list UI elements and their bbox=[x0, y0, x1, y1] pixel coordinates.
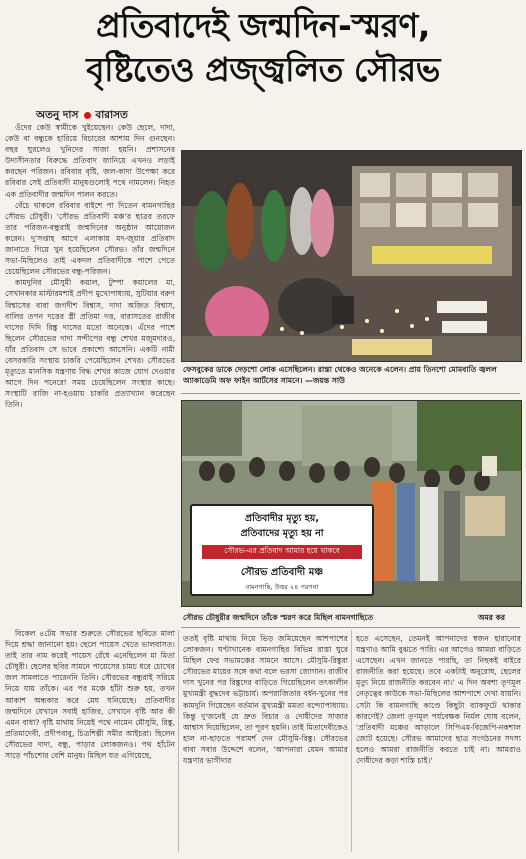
left-column-continued bbox=[5, 628, 175, 854]
right-paragraph: হতে এসেছেন, তেমনই আপনাদের স্বজন হারানোর যন্ত্রণাও আমি বুঝতে পারি। এর আগেও আমরা বাড়িতে এসেছেন। এখন জানতে পারছি, তা নিছকই বাইরে রাজনীতি করা হয়েছে। তবে একটাই অনুরোধ, ছেলের মৃত্যু নিয়ে রাজনীতি করবেন না।' এ দিন অবশ্য তৃণমূল নেতৃত্বের কাউকে সভা-মিছিলের আশপাশে দেখা যায়নি। সেটা কি বামনগাছি কাণ্ডে কিছুটা ব্যাকফুটে থাকার কারণেই? জেলা তৃণমূল পর্যবেক্ষক নির্মল ঘোষ বলেন, 'প্রতিবাদী মঞ্চের আড়ালে সিপিএম-বিজেপি-নকশাল জোট হয়েছে। সৌরভ আমাদের ছাত্র সংগঠনের সদস্য হলেও আমরা রাজনীতি করতে চাই না। আমরাও দোষীদের কড়া শাস্তি চাই।' bbox=[356, 634, 521, 766]
headline-line-2: বৃষ্টিতেও প্রজ্জ্বলিত সৌরভ bbox=[86, 50, 440, 89]
left-column bbox=[5, 122, 175, 626]
divider bbox=[181, 393, 520, 394]
left-paragraph: ওঁদের কেউ স্বামীকে খুইয়েছেন। কেউ ছেলে, দাদা, কেউ বা বন্ধুকে হারিয়ে বিচারের আশায় দিন গুনছেন। বছর ঘুরলেও খুনিদের সাজা হয়নি। প্রশাসনের উদাসীনতার বিরুদ্ধে প্রতিবাদ জানিয়ে এখনও লড়াই করছেন পরিজন। রবিবার বৃষ্টি, জল-কাদা উপেক্ষা করে রবিবার সেই প্রতিবাদী মানুষগুলোই পথে নামলেন। নিহত এক প্রতিবাদীর জন্মদিন পালন করতে। bbox=[5, 123, 175, 199]
photo1-credit: —জয়ন্ত সাউ bbox=[305, 376, 345, 385]
headline-line-1: প্রতিবাদেই জন্মদিন-স্মরণ, bbox=[96, 6, 430, 45]
photo-candle-vigil bbox=[181, 150, 522, 362]
left-paragraph: কামদুনির মৌসুমী কয়াল, টুম্পা কয়ালের মা, সেখানকার মাস্টারমশাই প্রদীপ মুখোপাধ্যায়, সুটিয়ার বরুণ বিশ্বাসের বাবা জগদীশ বিশ্বাস, দাদা অজিত বিশ্বাস, বালির তপন দত্তের স্ত্রী প্রতিমা দত্ত, বারাসতের রাজীব দাসের দিদি রিঙ্কু দাসের মতো অনেকে। এঁদের পাশে ছিলেন সৌরভের দাদা সন্দীপের বন্ধু শেখর মজুমদারও, যাঁর প্রতিবাদ সে ভাবে প্রকাশ্যে আসেনি। একটি নামী বেসরকারি সংস্থায় চাকরি পেয়েছিলেন শেখর। সৌরভের মৃত্যুতে মানসিক যন্ত্রণায় বিদ্ধ শেখর কাজে যোগ দেওয়ার আগে দিন পনেরো সময় চেয়েছিলেন সংস্থার কাছে। সংস্থাটি রাজি না-হওয়ায় চাকরি প্রত্যাখ্যান করেছেন তিনি। bbox=[5, 278, 175, 410]
right-column bbox=[356, 633, 521, 854]
byline-author: অতনু দাস bbox=[36, 109, 79, 121]
headline bbox=[6, 4, 520, 92]
column-divider bbox=[351, 630, 352, 852]
column-divider bbox=[178, 630, 179, 852]
middle-column bbox=[183, 633, 348, 854]
candle-vigil-illustration bbox=[182, 151, 521, 361]
banner-line-4: সৌরভ প্রতিবাদী মঞ্চ bbox=[240, 567, 324, 578]
photo1-caption bbox=[183, 364, 518, 388]
byline-dot-icon bbox=[84, 112, 91, 119]
photo-rally bbox=[181, 400, 522, 607]
banner-line-2: প্রতিবাদের মৃত্যু হয় না bbox=[240, 528, 324, 539]
banner-line-3: সৌরভ-এর প্রতিবাদ আমার হয়ে থাকবে bbox=[202, 545, 362, 559]
photo2-caption: সৌরভ চৌধুরীর জন্মদিনে তাঁকে স্মরণ করে মিছিল বামনগাছিতে bbox=[183, 613, 374, 622]
banner-line-5: বামনগাছি, উত্তর ২৪ পরগনা bbox=[245, 583, 319, 591]
byline-place: বারাসত bbox=[95, 109, 128, 121]
left-paragraph: বেঁচে থাকলে রবিবার বাইশে পা দিতেন বামনগাছির সৌরভ চৌধুরী। 'সৌরভ প্রতিবাদী মঞ্চ'র ছাত্রর তরফে তার পরিজন-বন্ধুরাই জন্মদিনের অনুষ্ঠান আয়োজন করেন। দু'সপ্তাহ আগে এলাকায় মদ-জুয়ার প্রতিবাদ জানাতে গিয়ে খুন হয়েছিলেন সৌরভ। তাঁর জন্মদিনে সভা-মিছিলেও তাই একদল প্রতিবাদীকে পাশে পেতে চেয়েছিলেন সৌরভের বন্ধু-পরিজন। bbox=[5, 200, 175, 277]
divider bbox=[181, 627, 520, 628]
left-paragraph: বিকেল ৪টেয় সভার শুরুতে সৌরভের ছবিতে মালা দিয়ে শ্রদ্ধা জানানো হয়। ছেলে পায়েস খেতে ভালবাসত। তাই তার নাম করেই পায়েস রেঁধে এনেছিলেন মা মিতা চৌধুরী। ছেলের ছবির সামনে পায়েসের চামচ ধরে চোখের জল সামলাতে পারেননি তিনি। সৌরভের বন্ধুরাই সরিয়ে নিয়ে যায় তাঁকে। এর পর মঞ্চে হাঁটা শুরু হয়, তখন আকাশ অন্ধকার করে মেঘ ঘনিয়েছে। প্রতিবাদীর জন্মদিনে যেখানে সবাই হাজির, সেখানে বৃষ্টি আর কী এমন বাধা? বৃষ্টি মাথায় নিয়েই পথে নামেন মৌসুমি, রিঙ্কু, প্রতিমাদেবী, প্রদীপবাবু, চিত্রশিল্পী সমীর আইচরা। ছিলেন সৌরভের দাদা, বন্ধু, পাড়ার লোকজনও। পথ হাঁটেন সাড়ে পাঁচশোর বেশি মানুষ। মিছিল যত এগিয়েছে, bbox=[5, 629, 175, 761]
banner-line-1: প্রতিবাদীর মৃত্যু হয়, bbox=[245, 513, 319, 524]
rally-banner bbox=[190, 504, 374, 596]
photo2-credit: অমর কর bbox=[478, 613, 506, 622]
middle-paragraph: ততই বৃষ্টি মাথায় নিয়ে ভিড় জমিয়েছেন আশপাশের লোকজন। ঘণ্টাখানেক বামনগাছির বিভিন্ন রাস্তা ঘুরে মিছিল ফের সভামঞ্চের সামনে আসে। মৌসুমি-রিঙ্কুরা সৌরভের মায়ের সঙ্গে কথা বলে ভরসা জোগান। রাজীব দাস খুনের পর রিঙ্কুদের বাড়িতে গিয়েছিলেন তৎকালীন মুখ্যমন্ত্রী বুদ্ধদেব ভট্টাচার্য। অপরাজিতার বর্ধন-খুনের পর কামদুনি গিয়েছেন বর্তমান মুখ্যমন্ত্রী মমতা বন্দ্যোপাধ্যায়। কিন্তু দু'জনেই যে দ্রুত বিচার ও দোষীদের সাজার আশ্বাস দিয়েছিলেন, তা পূরণ হয়নি। তাই মিতাদেবীকেও হাল না-ছাড়তে পরামর্শ দেন মৌসুমি-রিঙ্কু। সৌরভের বাবা সবার উদ্দেশে বলেন, 'আপনারা যেমন আমার যন্ত্রণার ভাগীদার bbox=[183, 634, 348, 766]
photo1-caption-text: ফেসবুকের ডাকে দেড়শো লোক এসেছিলেন। রাস্তা থেকেও অনেকে এলেন। প্রায় তিনশো মোমবাতি জ্বলল অ্যাকাডেমি অফ ফাইন আর্টসের সামনে। bbox=[183, 365, 497, 385]
